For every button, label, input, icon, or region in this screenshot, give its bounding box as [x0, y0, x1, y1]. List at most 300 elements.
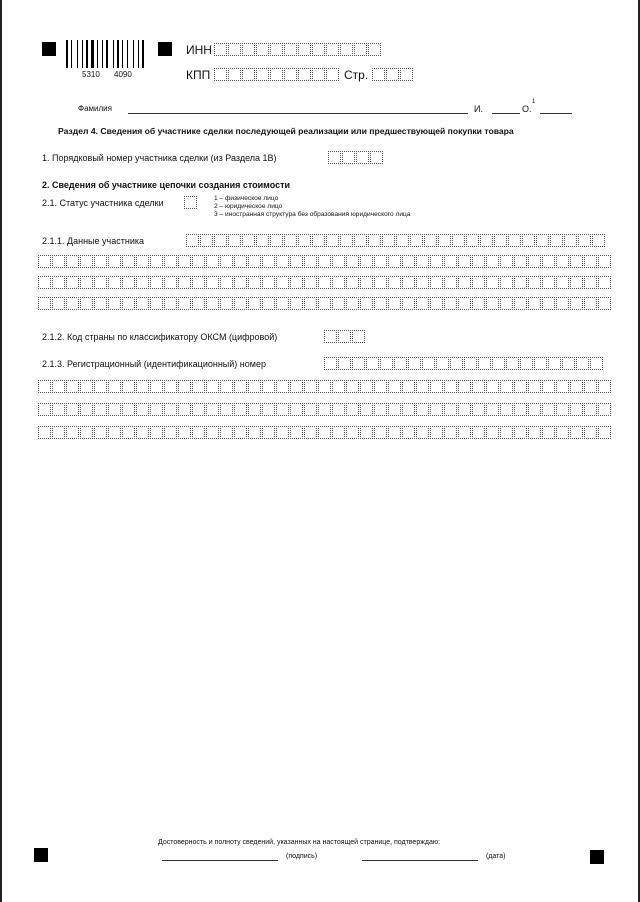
- char-cell[interactable]: [94, 297, 107, 310]
- char-cell[interactable]: [122, 255, 135, 268]
- char-cell[interactable]: [372, 68, 385, 81]
- char-cell[interactable]: [528, 380, 541, 393]
- char-cell[interactable]: [178, 255, 191, 268]
- char-cell[interactable]: [150, 255, 163, 268]
- char-cell[interactable]: [374, 403, 387, 416]
- char-cell[interactable]: [458, 426, 471, 439]
- char-cell[interactable]: [122, 426, 135, 439]
- char-cell[interactable]: [312, 43, 325, 56]
- char-cell[interactable]: [108, 403, 121, 416]
- char-cell[interactable]: [332, 255, 345, 268]
- char-cell[interactable]: [576, 357, 589, 370]
- char-cell[interactable]: [416, 380, 429, 393]
- char-cell[interactable]: [332, 403, 345, 416]
- char-cell[interactable]: [290, 255, 303, 268]
- char-cell[interactable]: [66, 297, 79, 310]
- char-cell[interactable]: [256, 234, 269, 247]
- char-cell[interactable]: [276, 380, 289, 393]
- char-cell[interactable]: [570, 255, 583, 268]
- char-cell[interactable]: [332, 426, 345, 439]
- char-cell[interactable]: [298, 68, 311, 81]
- char-cell[interactable]: [80, 380, 93, 393]
- char-cell[interactable]: [262, 276, 275, 289]
- char-cell[interactable]: [514, 255, 527, 268]
- char-cell[interactable]: [360, 403, 373, 416]
- char-cell[interactable]: [136, 380, 149, 393]
- char-cell[interactable]: [464, 357, 477, 370]
- char-cell[interactable]: [424, 234, 437, 247]
- char-cell[interactable]: [472, 403, 485, 416]
- char-cell[interactable]: [340, 234, 353, 247]
- char-cell[interactable]: [290, 276, 303, 289]
- char-cell[interactable]: [416, 426, 429, 439]
- char-cell[interactable]: [318, 297, 331, 310]
- char-cell[interactable]: [402, 255, 415, 268]
- char-cell[interactable]: [150, 403, 163, 416]
- char-cell[interactable]: [528, 403, 541, 416]
- char-cell[interactable]: [52, 403, 65, 416]
- char-cell[interactable]: [500, 297, 513, 310]
- char-cell[interactable]: [220, 380, 233, 393]
- char-cell[interactable]: [340, 43, 353, 56]
- date-line[interactable]: [362, 860, 478, 861]
- char-cell[interactable]: [438, 234, 451, 247]
- char-cell[interactable]: [290, 426, 303, 439]
- char-cell[interactable]: [584, 276, 597, 289]
- char-cell[interactable]: [228, 43, 241, 56]
- registration-number-row-3[interactable]: [38, 403, 612, 416]
- char-cell[interactable]: [242, 234, 255, 247]
- char-cell[interactable]: [408, 357, 421, 370]
- char-cell[interactable]: [38, 380, 51, 393]
- char-cell[interactable]: [354, 234, 367, 247]
- char-cell[interactable]: [164, 380, 177, 393]
- char-cell[interactable]: [276, 403, 289, 416]
- char-cell[interactable]: [276, 255, 289, 268]
- char-cell[interactable]: [328, 151, 341, 164]
- char-cell[interactable]: [542, 426, 555, 439]
- char-cell[interactable]: [38, 403, 51, 416]
- char-cell[interactable]: [108, 297, 121, 310]
- char-cell[interactable]: [318, 255, 331, 268]
- char-cell[interactable]: [108, 276, 121, 289]
- char-cell[interactable]: [66, 276, 79, 289]
- char-cell[interactable]: [52, 297, 65, 310]
- char-cell[interactable]: [206, 403, 219, 416]
- char-cell[interactable]: [326, 68, 339, 81]
- char-cell[interactable]: [248, 297, 261, 310]
- char-cell[interactable]: [298, 43, 311, 56]
- char-cell[interactable]: [402, 403, 415, 416]
- char-cell[interactable]: [472, 276, 485, 289]
- char-cell[interactable]: [332, 297, 345, 310]
- char-cell[interactable]: [584, 426, 597, 439]
- status-field[interactable]: [184, 196, 198, 209]
- char-cell[interactable]: [522, 234, 535, 247]
- char-cell[interactable]: [178, 403, 191, 416]
- registration-number-row-2[interactable]: [38, 380, 612, 393]
- char-cell[interactable]: [444, 276, 457, 289]
- char-cell[interactable]: [444, 255, 457, 268]
- char-cell[interactable]: [578, 234, 591, 247]
- char-cell[interactable]: [416, 403, 429, 416]
- char-cell[interactable]: [164, 255, 177, 268]
- char-cell[interactable]: [354, 43, 367, 56]
- char-cell[interactable]: [66, 255, 79, 268]
- char-cell[interactable]: [430, 426, 443, 439]
- char-cell[interactable]: [346, 403, 359, 416]
- char-cell[interactable]: [326, 234, 339, 247]
- char-cell[interactable]: [262, 380, 275, 393]
- signature-line[interactable]: [162, 860, 278, 861]
- char-cell[interactable]: [242, 43, 255, 56]
- char-cell[interactable]: [374, 426, 387, 439]
- char-cell[interactable]: [234, 297, 247, 310]
- char-cell[interactable]: [136, 276, 149, 289]
- char-cell[interactable]: [486, 297, 499, 310]
- char-cell[interactable]: [564, 234, 577, 247]
- char-cell[interactable]: [598, 297, 611, 310]
- char-cell[interactable]: [514, 276, 527, 289]
- char-cell[interactable]: [270, 68, 283, 81]
- char-cell[interactable]: [514, 403, 527, 416]
- char-cell[interactable]: [360, 426, 373, 439]
- char-cell[interactable]: [394, 357, 407, 370]
- char-cell[interactable]: [430, 255, 443, 268]
- char-cell[interactable]: [500, 276, 513, 289]
- char-cell[interactable]: [52, 255, 65, 268]
- char-cell[interactable]: [570, 426, 583, 439]
- char-cell[interactable]: [536, 234, 549, 247]
- char-cell[interactable]: [450, 357, 463, 370]
- registration-number-row-4[interactable]: [38, 426, 612, 439]
- char-cell[interactable]: [430, 276, 443, 289]
- char-cell[interactable]: [318, 426, 331, 439]
- char-cell[interactable]: [396, 234, 409, 247]
- char-cell[interactable]: [186, 234, 199, 247]
- char-cell[interactable]: [444, 380, 457, 393]
- char-cell[interactable]: [486, 255, 499, 268]
- char-cell[interactable]: [108, 426, 121, 439]
- page-number-field[interactable]: [372, 68, 414, 81]
- char-cell[interactable]: [346, 276, 359, 289]
- char-cell[interactable]: [94, 276, 107, 289]
- char-cell[interactable]: [136, 403, 149, 416]
- char-cell[interactable]: [374, 380, 387, 393]
- char-cell[interactable]: [556, 380, 569, 393]
- char-cell[interactable]: [506, 357, 519, 370]
- char-cell[interactable]: [312, 68, 325, 81]
- char-cell[interactable]: [304, 276, 317, 289]
- char-cell[interactable]: [584, 380, 597, 393]
- char-cell[interactable]: [492, 357, 505, 370]
- char-cell[interactable]: [514, 297, 527, 310]
- char-cell[interactable]: [590, 357, 603, 370]
- char-cell[interactable]: [332, 380, 345, 393]
- char-cell[interactable]: [52, 426, 65, 439]
- char-cell[interactable]: [248, 276, 261, 289]
- char-cell[interactable]: [556, 297, 569, 310]
- char-cell[interactable]: [324, 357, 337, 370]
- char-cell[interactable]: [94, 403, 107, 416]
- char-cell[interactable]: [542, 276, 555, 289]
- char-cell[interactable]: [402, 276, 415, 289]
- char-cell[interactable]: [270, 43, 283, 56]
- char-cell[interactable]: [388, 276, 401, 289]
- char-cell[interactable]: [262, 426, 275, 439]
- country-code-field[interactable]: [324, 330, 366, 343]
- initial-i-line[interactable]: [492, 113, 520, 114]
- char-cell[interactable]: [150, 297, 163, 310]
- char-cell[interactable]: [234, 276, 247, 289]
- char-cell[interactable]: [500, 255, 513, 268]
- char-cell[interactable]: [248, 380, 261, 393]
- char-cell[interactable]: [206, 276, 219, 289]
- char-cell[interactable]: [234, 380, 247, 393]
- char-cell[interactable]: [220, 426, 233, 439]
- char-cell[interactable]: [388, 426, 401, 439]
- char-cell[interactable]: [380, 357, 393, 370]
- char-cell[interactable]: [556, 403, 569, 416]
- char-cell[interactable]: [388, 255, 401, 268]
- char-cell[interactable]: [276, 297, 289, 310]
- char-cell[interactable]: [402, 297, 415, 310]
- char-cell[interactable]: [528, 426, 541, 439]
- char-cell[interactable]: [206, 380, 219, 393]
- char-cell[interactable]: [480, 234, 493, 247]
- char-cell[interactable]: [150, 426, 163, 439]
- char-cell[interactable]: [80, 426, 93, 439]
- char-cell[interactable]: [262, 403, 275, 416]
- char-cell[interactable]: [150, 276, 163, 289]
- char-cell[interactable]: [528, 255, 541, 268]
- char-cell[interactable]: [370, 151, 383, 164]
- char-cell[interactable]: [200, 234, 213, 247]
- char-cell[interactable]: [402, 426, 415, 439]
- char-cell[interactable]: [556, 276, 569, 289]
- char-cell[interactable]: [178, 297, 191, 310]
- char-cell[interactable]: [430, 403, 443, 416]
- char-cell[interactable]: [500, 426, 513, 439]
- char-cell[interactable]: [562, 357, 575, 370]
- char-cell[interactable]: [214, 43, 227, 56]
- char-cell[interactable]: [108, 255, 121, 268]
- char-cell[interactable]: [430, 380, 443, 393]
- char-cell[interactable]: [256, 68, 269, 81]
- char-cell[interactable]: [248, 255, 261, 268]
- char-cell[interactable]: [520, 357, 533, 370]
- char-cell[interactable]: [304, 297, 317, 310]
- char-cell[interactable]: [304, 403, 317, 416]
- char-cell[interactable]: [38, 426, 51, 439]
- char-cell[interactable]: [220, 276, 233, 289]
- char-cell[interactable]: [242, 68, 255, 81]
- char-cell[interactable]: [598, 403, 611, 416]
- char-cell[interactable]: [388, 297, 401, 310]
- char-cell[interactable]: [178, 426, 191, 439]
- char-cell[interactable]: [584, 297, 597, 310]
- char-cell[interactable]: [178, 276, 191, 289]
- char-cell[interactable]: [374, 297, 387, 310]
- char-cell[interactable]: [318, 276, 331, 289]
- char-cell[interactable]: [38, 276, 51, 289]
- char-cell[interactable]: [122, 297, 135, 310]
- char-cell[interactable]: [164, 403, 177, 416]
- char-cell[interactable]: [542, 380, 555, 393]
- char-cell[interactable]: [346, 255, 359, 268]
- char-cell[interactable]: [234, 426, 247, 439]
- char-cell[interactable]: [80, 403, 93, 416]
- char-cell[interactable]: [108, 380, 121, 393]
- char-cell[interactable]: [422, 357, 435, 370]
- char-cell[interactable]: [136, 255, 149, 268]
- char-cell[interactable]: [136, 297, 149, 310]
- char-cell[interactable]: [304, 380, 317, 393]
- char-cell[interactable]: [542, 255, 555, 268]
- char-cell[interactable]: [556, 426, 569, 439]
- char-cell[interactable]: [122, 276, 135, 289]
- char-cell[interactable]: [94, 255, 107, 268]
- char-cell[interactable]: [270, 234, 283, 247]
- char-cell[interactable]: [374, 255, 387, 268]
- char-cell[interactable]: [276, 426, 289, 439]
- char-cell[interactable]: [436, 357, 449, 370]
- char-cell[interactable]: [534, 357, 547, 370]
- char-cell[interactable]: [38, 255, 51, 268]
- char-cell[interactable]: [458, 276, 471, 289]
- char-cell[interactable]: [66, 403, 79, 416]
- char-cell[interactable]: [472, 297, 485, 310]
- char-cell[interactable]: [262, 297, 275, 310]
- char-cell[interactable]: [598, 276, 611, 289]
- char-cell[interactable]: [122, 403, 135, 416]
- char-cell[interactable]: [342, 151, 355, 164]
- char-cell[interactable]: [366, 357, 379, 370]
- char-cell[interactable]: [248, 403, 261, 416]
- char-cell[interactable]: [192, 276, 205, 289]
- char-cell[interactable]: [598, 380, 611, 393]
- char-cell[interactable]: [400, 68, 413, 81]
- participant-data-row-2[interactable]: [38, 255, 612, 268]
- char-cell[interactable]: [150, 380, 163, 393]
- char-cell[interactable]: [570, 403, 583, 416]
- participant-data-row-1[interactable]: [186, 234, 606, 247]
- inn-field[interactable]: [214, 43, 382, 56]
- char-cell[interactable]: [444, 403, 457, 416]
- char-cell[interactable]: [478, 357, 491, 370]
- char-cell[interactable]: [184, 196, 197, 209]
- char-cell[interactable]: [164, 426, 177, 439]
- char-cell[interactable]: [592, 234, 605, 247]
- char-cell[interactable]: [570, 380, 583, 393]
- char-cell[interactable]: [508, 234, 521, 247]
- char-cell[interactable]: [192, 426, 205, 439]
- char-cell[interactable]: [206, 426, 219, 439]
- registration-number-row-1[interactable]: [324, 357, 604, 370]
- char-cell[interactable]: [52, 276, 65, 289]
- char-cell[interactable]: [256, 43, 269, 56]
- char-cell[interactable]: [388, 380, 401, 393]
- char-cell[interactable]: [548, 357, 561, 370]
- participant-data-row-3[interactable]: [38, 276, 612, 289]
- char-cell[interactable]: [444, 297, 457, 310]
- char-cell[interactable]: [472, 380, 485, 393]
- char-cell[interactable]: [248, 426, 261, 439]
- char-cell[interactable]: [228, 68, 241, 81]
- char-cell[interactable]: [234, 403, 247, 416]
- char-cell[interactable]: [94, 380, 107, 393]
- char-cell[interactable]: [444, 426, 457, 439]
- char-cell[interactable]: [360, 297, 373, 310]
- char-cell[interactable]: [80, 276, 93, 289]
- char-cell[interactable]: [386, 68, 399, 81]
- char-cell[interactable]: [66, 426, 79, 439]
- char-cell[interactable]: [80, 255, 93, 268]
- char-cell[interactable]: [584, 403, 597, 416]
- char-cell[interactable]: [382, 234, 395, 247]
- kpp-field[interactable]: [214, 68, 340, 81]
- char-cell[interactable]: [528, 276, 541, 289]
- char-cell[interactable]: [312, 234, 325, 247]
- char-cell[interactable]: [136, 426, 149, 439]
- char-cell[interactable]: [324, 330, 337, 343]
- char-cell[interactable]: [122, 380, 135, 393]
- char-cell[interactable]: [214, 68, 227, 81]
- char-cell[interactable]: [66, 380, 79, 393]
- char-cell[interactable]: [542, 297, 555, 310]
- char-cell[interactable]: [472, 255, 485, 268]
- char-cell[interactable]: [214, 234, 227, 247]
- char-cell[interactable]: [514, 426, 527, 439]
- char-cell[interactable]: [374, 276, 387, 289]
- char-cell[interactable]: [290, 403, 303, 416]
- char-cell[interactable]: [192, 380, 205, 393]
- char-cell[interactable]: [206, 297, 219, 310]
- char-cell[interactable]: [338, 357, 351, 370]
- char-cell[interactable]: [276, 276, 289, 289]
- char-cell[interactable]: [304, 426, 317, 439]
- char-cell[interactable]: [332, 276, 345, 289]
- char-cell[interactable]: [486, 380, 499, 393]
- char-cell[interactable]: [466, 234, 479, 247]
- char-cell[interactable]: [164, 297, 177, 310]
- char-cell[interactable]: [318, 403, 331, 416]
- char-cell[interactable]: [298, 234, 311, 247]
- char-cell[interactable]: [570, 276, 583, 289]
- char-cell[interactable]: [368, 234, 381, 247]
- char-cell[interactable]: [192, 255, 205, 268]
- char-cell[interactable]: [178, 380, 191, 393]
- char-cell[interactable]: [528, 297, 541, 310]
- char-cell[interactable]: [192, 403, 205, 416]
- char-cell[interactable]: [388, 403, 401, 416]
- char-cell[interactable]: [346, 426, 359, 439]
- char-cell[interactable]: [284, 43, 297, 56]
- char-cell[interactable]: [452, 234, 465, 247]
- char-cell[interactable]: [206, 255, 219, 268]
- char-cell[interactable]: [352, 330, 365, 343]
- char-cell[interactable]: [416, 297, 429, 310]
- char-cell[interactable]: [514, 380, 527, 393]
- char-cell[interactable]: [326, 43, 339, 56]
- char-cell[interactable]: [430, 297, 443, 310]
- char-cell[interactable]: [220, 297, 233, 310]
- char-cell[interactable]: [338, 330, 351, 343]
- char-cell[interactable]: [290, 297, 303, 310]
- char-cell[interactable]: [486, 276, 499, 289]
- char-cell[interactable]: [598, 426, 611, 439]
- char-cell[interactable]: [304, 255, 317, 268]
